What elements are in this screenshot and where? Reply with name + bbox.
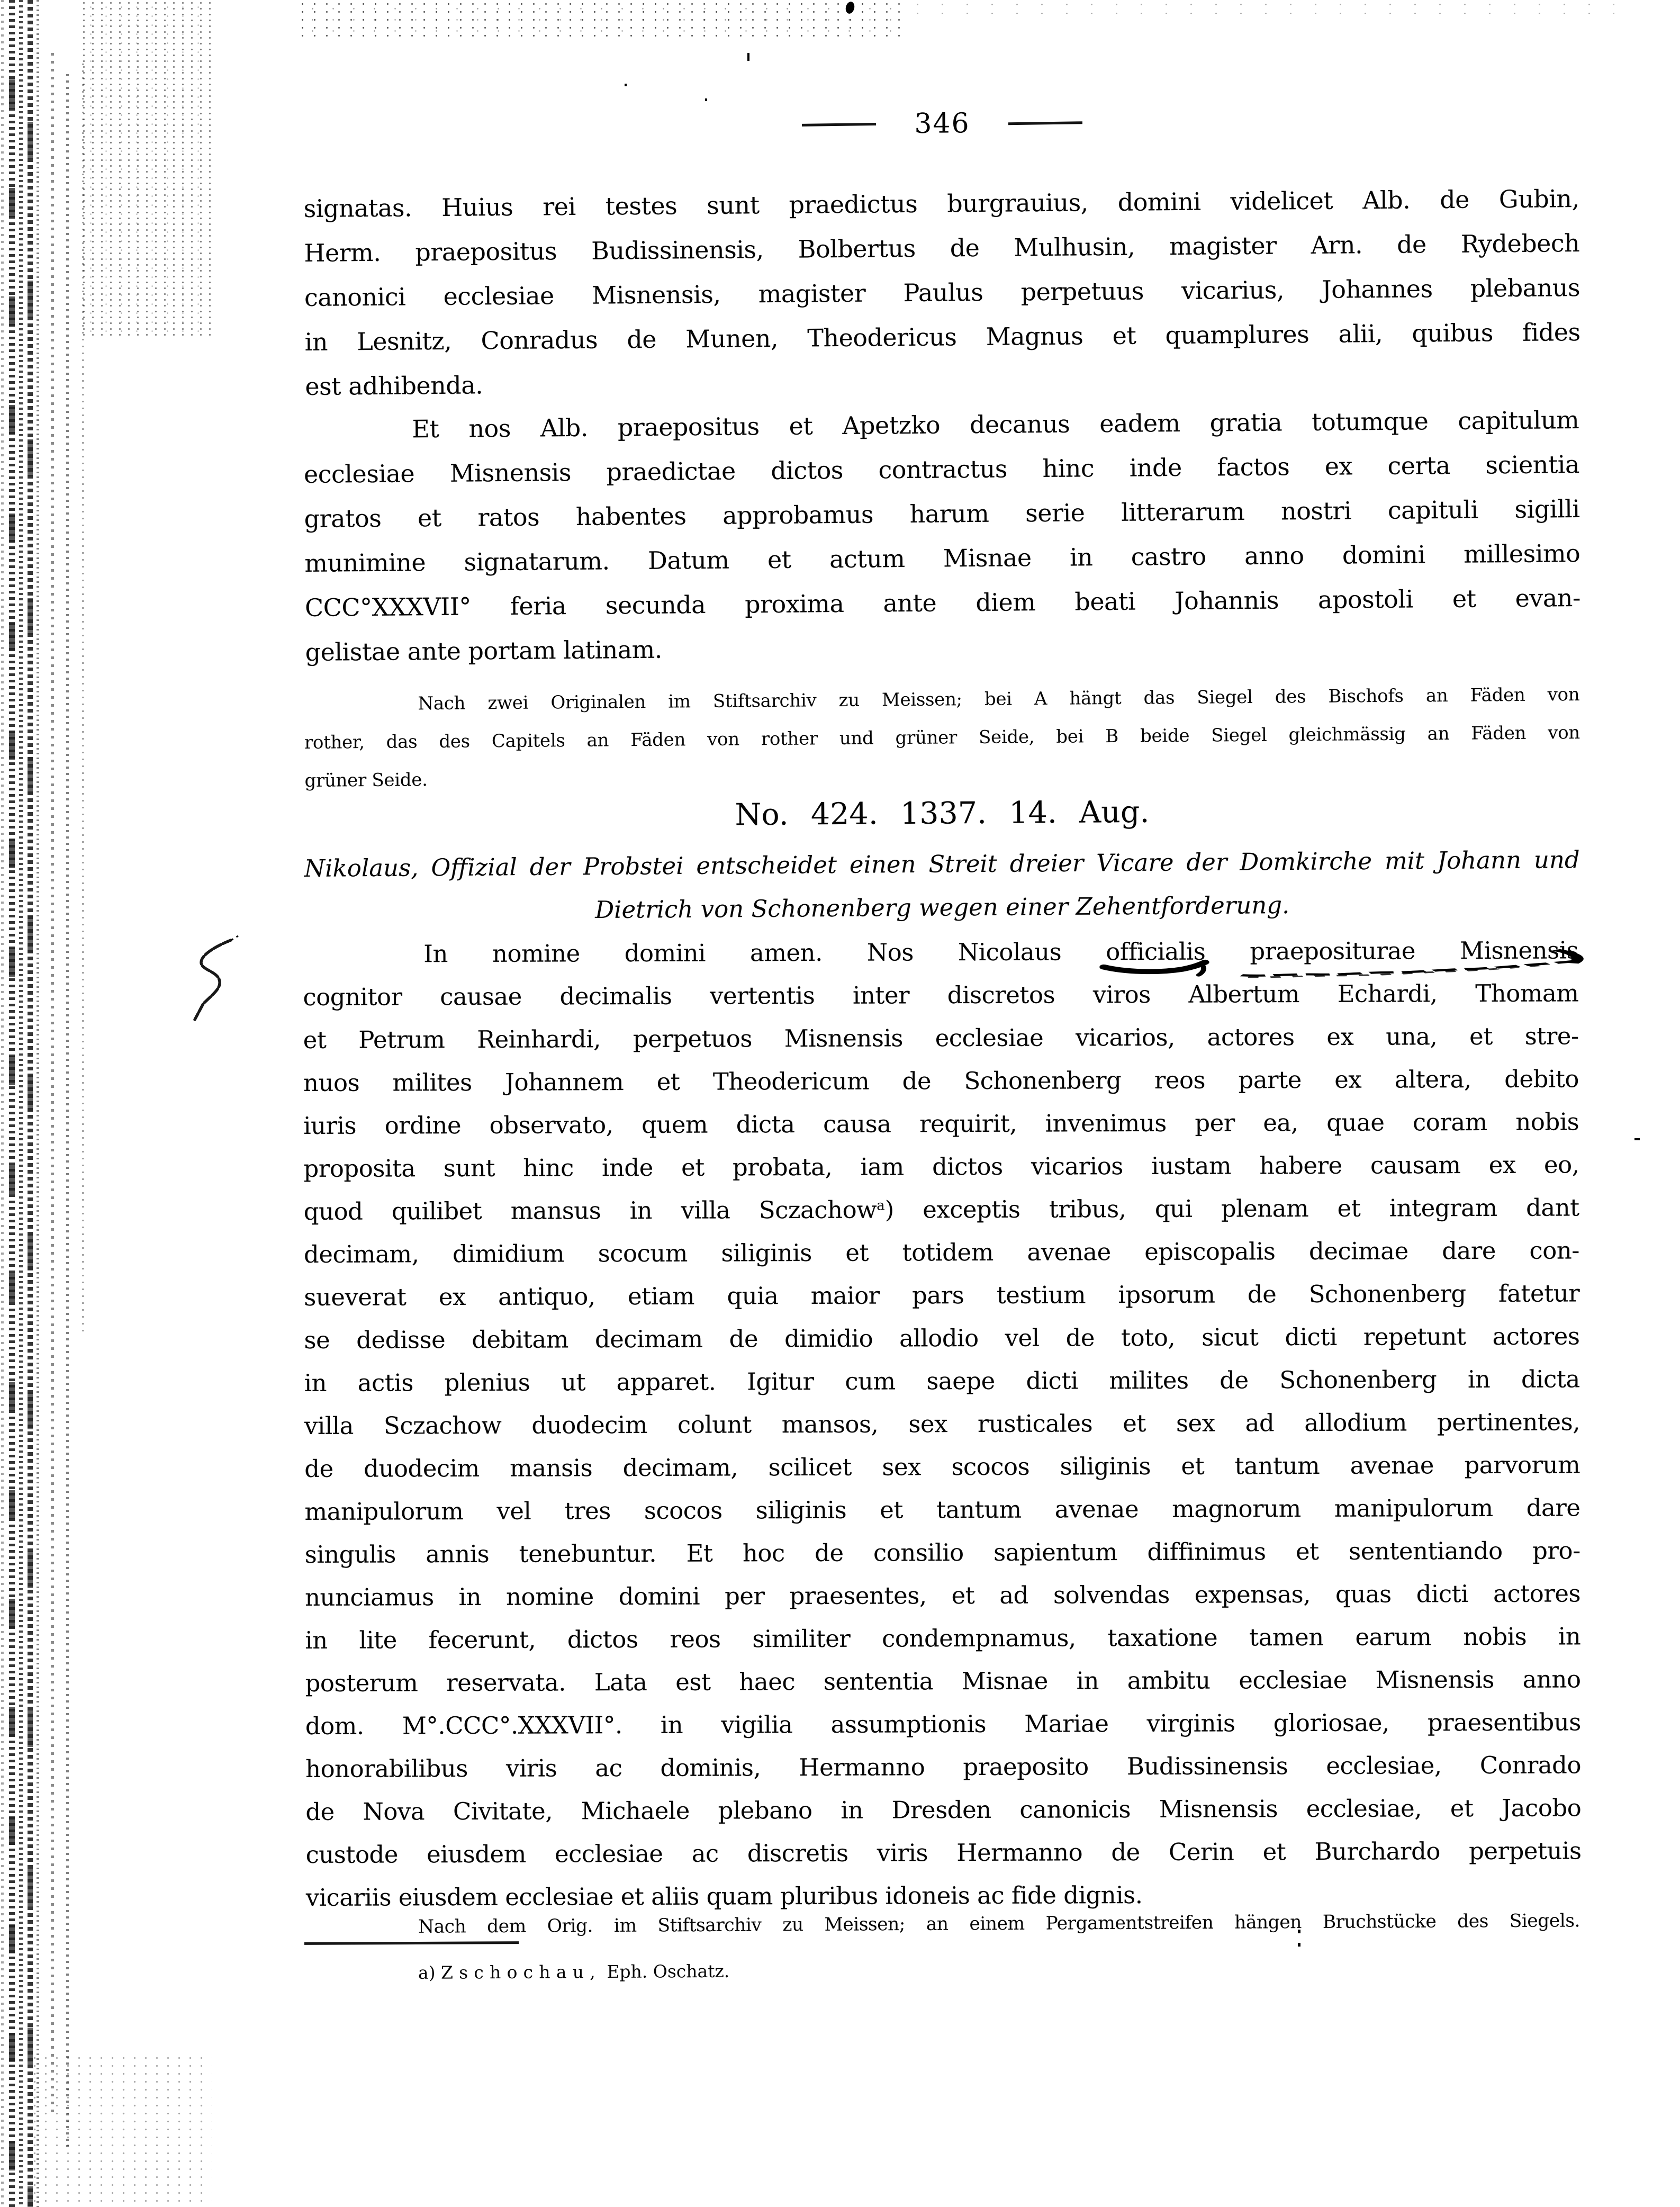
text-line: vicariis eiusdem ecclesiae et aliis quam pluribus idoneis ac fide dignis. bbox=[305, 1881, 1143, 1912]
text-line: Et nos Alb. praepositus et Apetzko decanus eadem gratia totumque capitulum bbox=[412, 406, 1579, 444]
text-line: CCC°XXXVII° feria secunda proxima ante diem beati Johannis apostoli et evan- bbox=[304, 583, 1581, 622]
scan-noise-streak bbox=[1, 0, 4, 2207]
text-line: custode eiusdem ecclesiae ac discretis viris Hermanno de Cerin et Burchardo perpetuis bbox=[305, 1836, 1582, 1869]
charter-regest bbox=[304, 838, 1580, 934]
scan-noise-streak bbox=[37, 0, 39, 2207]
underlined-word-officialis: officialis bbox=[1106, 938, 1205, 966]
text-line: gelistae ante portam latinam. bbox=[305, 635, 663, 666]
text-line: singulis annis tenebuntur. Et hoc de consilio sapientum diffinimus et sententiando pro- bbox=[304, 1536, 1580, 1569]
text-line: proposita sunt hinc inde et probata, iam dictos vicarios iustam habere causam ex eo, bbox=[303, 1150, 1579, 1183]
footnote-marker: a) bbox=[418, 1962, 436, 1983]
text-line: in actis plenius ut apparet. Igitur cum saepe dicti milites de Schonenberg in dicta bbox=[304, 1365, 1580, 1398]
ink-speck bbox=[1298, 1943, 1300, 1947]
ink-speck bbox=[1634, 1138, 1640, 1140]
footnote bbox=[304, 1956, 1680, 1984]
text-line: iuris ordine observato, quem dicta causa requirit, invenimus per ea, quae coram nobis bbox=[303, 1107, 1579, 1140]
text-line: Dietrich von Schonenberg wegen einer Zehentforderung. bbox=[594, 891, 1290, 924]
ink-speck bbox=[705, 98, 707, 101]
scan-noise-speckles bbox=[29, 2054, 212, 2205]
text-line: Herm. praepositus Budissinensis, Bolbertus de Mulhusin, magister Arn. de Rydebech bbox=[304, 229, 1580, 268]
page-number-rule-right bbox=[1008, 121, 1082, 125]
text-line: manipulorum vel tres scocos siliginis et tantum avenae magnorum manipulorum dare bbox=[304, 1493, 1580, 1526]
scan-noise-streak bbox=[66, 74, 69, 2149]
page-number-rule-left bbox=[802, 123, 876, 127]
scan-noise-streak bbox=[28, 0, 33, 2207]
scan-noise-speckles bbox=[296, 0, 905, 41]
scan-noise-streak bbox=[51, 53, 54, 2118]
text-line: de Nova Civitate, Michaele plebano in Dresden canonicis Misnensis ecclesiae, et Jacobo bbox=[305, 1794, 1582, 1826]
charter-body bbox=[303, 929, 1582, 1919]
text-line: in lite fecerunt, dictos reos similiter condempnamus, taxatione tamen earum nobis in bbox=[305, 1622, 1581, 1654]
text-segment: In nomine domini amen. Nos Nicolaus bbox=[423, 938, 1062, 968]
text-line: posterum reservata. Lata est haec sententia Misnae in ambitu ecclesiae Misnensis anno bbox=[305, 1665, 1581, 1697]
text-line: decimam, dimidium scocum siliginis et totidem avenae episcopalis decimae dare con- bbox=[303, 1236, 1580, 1269]
text-line: rother, das des Capitels an Fäden von rother und grüner Seide, bei B beide Siegel gleichmässig an Fäden von bbox=[304, 722, 1580, 753]
text-line: et Petrum Reinhardi, perpetuos Misnensis ecclesiae vicarios, actores ex una, et stre- bbox=[303, 1022, 1579, 1055]
text-line: ecclesiae Misnensis praedictae dictos contractus hinc inde factos ex certa scientia bbox=[303, 450, 1580, 489]
text-line: munimine signatarum. Datum et actum Misnae in castro anno domini millesimo bbox=[304, 539, 1580, 578]
scan-noise-streak bbox=[19, 0, 23, 2207]
text-line bbox=[304, 1186, 1579, 1233]
source-note bbox=[304, 1902, 1580, 1946]
text-line: se dedisse debitam decimam de dimidio allodio vel de toto, sicut dicti repetunt actores bbox=[304, 1322, 1580, 1355]
page-number: 346 bbox=[914, 107, 970, 140]
text-line: dom. M°.CCC°.XXXVII°. in vigilia assumptionis Mariae virginis gloriosae, praesentibus bbox=[305, 1708, 1581, 1740]
text-line: nuos milites Johannem et Theodericum de Schonenberg reos parte ex altera, debito bbox=[303, 1065, 1579, 1097]
ink-speck bbox=[625, 84, 627, 86]
text-segment: quod quilibet mansus in villa Sczachow bbox=[303, 1195, 877, 1226]
charter-heading: No. 424. 1337. 14. Aug. bbox=[735, 794, 1150, 833]
footnote-place-name: Zschochau, bbox=[440, 1961, 601, 1983]
text-line: grüner Seide. bbox=[304, 769, 428, 791]
scan-noise-streak bbox=[9, 0, 15, 2207]
underlined-words-praepositurae-misnensis: praepositurae Misnensis bbox=[1250, 936, 1578, 965]
ink-speck bbox=[747, 53, 749, 61]
text-line bbox=[303, 929, 1578, 976]
text-line: est adhibenda. bbox=[305, 371, 483, 401]
text-line: villa Sczachow duodecim colunt mansos, sex rusticales et sex ad allodium pertinentes, bbox=[304, 1408, 1580, 1440]
text-line: de duodecim mansis decimam, scilicet sex scocos siliginis et tantum avenae parvorum bbox=[304, 1451, 1580, 1483]
text-line: honorabilibus viris ac dominis, Hermanno praeposito Budissinensis ecclesiae, Conrado bbox=[305, 1751, 1582, 1783]
footnote-reference-mark: a bbox=[877, 1197, 885, 1214]
source-note bbox=[304, 675, 1580, 800]
text-line: Nach dem Orig. im Stiftsarchiv zu Meissen; an einem Pergamentstreifen hängen Bruchstücke des Siegels. bbox=[418, 1910, 1580, 1938]
text-line: cognitor causae decimalis vertentis inter discretos viros Albertum Echardi, Thomam bbox=[303, 979, 1579, 1012]
scan-noise-speckles bbox=[905, 0, 1614, 14]
text-line: canonici ecclesiae Misnensis, magister Paulus perpetuus vicarius, Johannes plebanus bbox=[304, 273, 1580, 312]
text-line: signatas. Huius rei testes sunt praedictus burgrauius, domini videlicet Alb. de Gubin, bbox=[303, 184, 1579, 223]
text-line: Nikolaus, Offizial der Probstei entscheidet einen Streit dreier Vicare der Domkirche mit Johann und bbox=[304, 845, 1580, 883]
text-line: in Lesnitz, Conradus de Munen, Theodericus Magnus et quamplures alii, quibus fides bbox=[304, 318, 1580, 356]
text-segment: ) exceptis tribus, qui plenam et integram dant bbox=[884, 1193, 1579, 1224]
text-line: gratos et ratos habentes approbamus harum serie litterarum nostri capituli sigilli bbox=[304, 494, 1580, 534]
page-header bbox=[304, 103, 1580, 144]
footnote-text: Eph. Oschatz. bbox=[607, 1960, 730, 1983]
scan-noise-speckles bbox=[79, 0, 212, 339]
handwritten-margin-squiggle bbox=[189, 932, 242, 1027]
charter-continuation-paragraph bbox=[303, 176, 1580, 409]
text-line: Nach zwei Originalen im Stiftsarchiv zu Meissen; bei A hängt das Siegel des Bischofs an Fäden von bbox=[418, 684, 1580, 715]
text-line: sueverat ex antiquo, etiam quia maior pars testium ipsorum de Schonenberg fatetur bbox=[304, 1279, 1580, 1312]
charter-confirmation-paragraph bbox=[303, 398, 1581, 674]
text-line: nunciamus in nomine domini per praesentes, et ad solvendas expensas, quas dicti actores bbox=[304, 1579, 1581, 1611]
